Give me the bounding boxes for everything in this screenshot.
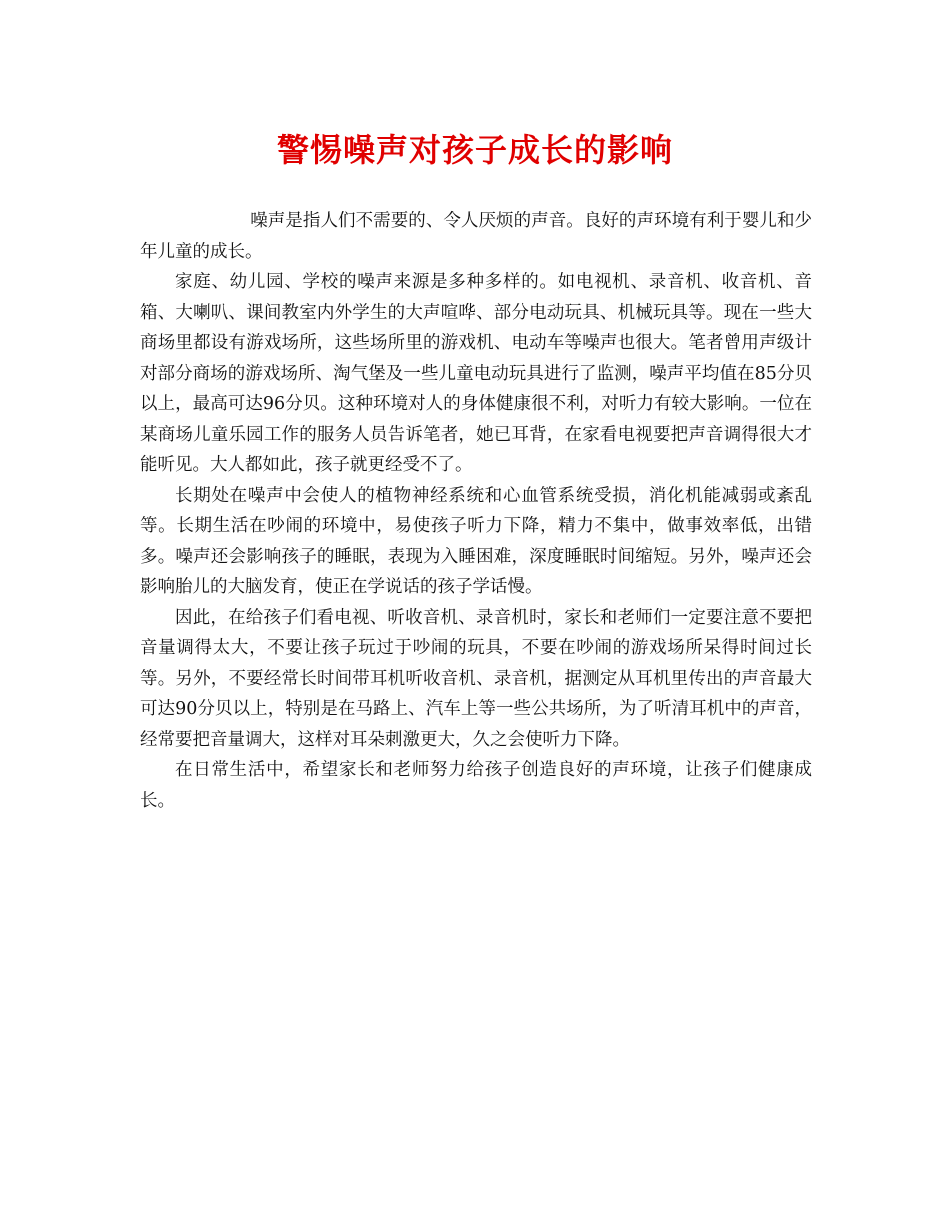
document-body [140, 206, 812, 816]
paragraph-3: 长期处在噪声中会使人的植物神经系统和心血管系统受损，消化机能减弱或紊乱等。长期生活在吵闹的环境中，易使孩子听力下降，精力不集中，做事效率低，出错多。噪声还会影响孩子的睡眠，表现为入睡困难，深度睡眠时间缩短。另外，噪声还会影响胎儿的大脑发育，使正在学说话的孩子学话慢。 [140, 485, 812, 597]
document-title: 警惕噪声对孩子成长的影响 [276, 131, 673, 169]
paragraph-1: 噪声是指人们不需要的、令人厌烦的声音。良好的声环境有利于婴儿和少年儿童的成长。 [140, 211, 812, 262]
paragraph-4: 因此，在给孩子们看电视、听收音机、录音机时，家长和老师们一定要注意不要把音量调得太大，不要让孩子玩过于吵闹的玩具，不要在吵闹的游戏场所呆得时间过长等。另外，不要经常长时间带耳机听收音机、录音机，据测定从耳机里传出的声音最大可达90分贝以上，特别是在马路上、汽车上等一些公共场所，为了听清耳机中的声音，经常要把音量调大，这样对耳朵刺激更大，久之会使听力下降。 [140, 607, 812, 750]
paragraph-5: 在日常生活中，希望家长和老师努力给孩子创造良好的声环境，让孩子们健康成长。 [140, 760, 812, 811]
paragraph-2: 家庭、幼儿园、学校的噪声来源是多种多样的。如电视机、录音机、收音机、音箱、大喇叭、课间教室内外学生的大声喧哗、部分电动玩具、机械玩具等。现在一些大商场里都设有游戏场所，这些场所里的游戏机、电动车等噪声也很大。笔者曾用声级计对部分商场的游戏场所、淘气堡及一些儿童电动玩具进行了监测，噪声平均值在85分贝以上，最高可达96分贝。这种环境对人的身体健康很不利，对听力有较大影响。一位在某商场儿童乐园工作的服务人员告诉笔者，她已耳背，在家看电视要把声音调得很大才能听见。大人都如此，孩子就更经受不了。 [140, 272, 812, 475]
